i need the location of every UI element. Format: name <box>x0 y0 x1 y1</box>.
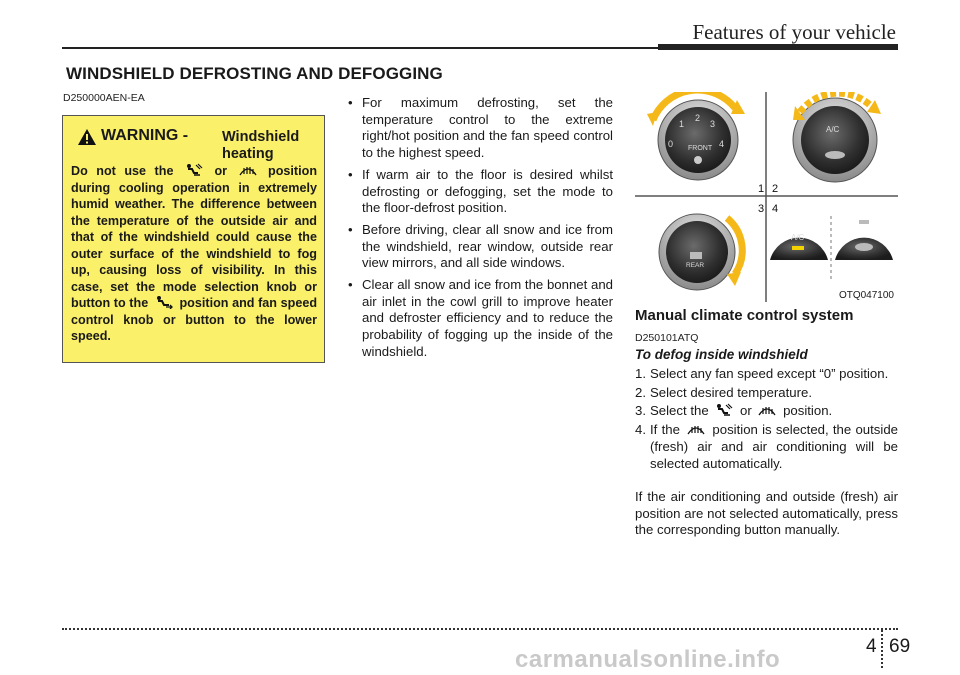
list-item: • For maximum defrosting, set the temperature control to the extreme right/hot position and the fan speed control to the highest speed. <box>348 95 613 162</box>
mode-knob <box>659 214 735 290</box>
defog-subheading: To defog inside windshield <box>635 347 808 362</box>
step-1-text: Select any fan speed except “0” position. <box>650 366 889 381</box>
step-3-text-c: position. <box>783 403 833 419</box>
list-item: 1. Select any fan speed except “0” position. <box>635 366 889 381</box>
floor-defrost-icon <box>184 163 204 177</box>
step-4-text-a: If the <box>650 422 680 438</box>
fan-icon <box>694 156 702 164</box>
header-rule-accent <box>658 44 898 50</box>
quadrant-label-2: 2 <box>772 183 779 195</box>
climate-control-illustration <box>635 92 898 302</box>
section-code: D250000AEN-EA <box>63 92 145 104</box>
list-item: 2. Select desired temperature. <box>635 384 812 400</box>
rear-label: REAR <box>686 262 705 269</box>
fan-tick-4: 4 <box>719 139 725 149</box>
step-3-text-b: or <box>740 403 752 419</box>
closing-paragraph: If the air conditioning and outside (fresh) air position are not selected automatically, press the corresponding button manually. <box>635 489 898 538</box>
fan-knob-label: FRONT <box>688 145 713 152</box>
warning-text-3: position during cooling operation in extremely humid weather. The difference between the temperature of the outside air and that of the windshield could cause the outer surface of the windshield to fog up, causing loss of visibility. In this case, set the mode selection knob or button to the <box>71 164 318 310</box>
warning-box <box>62 115 325 363</box>
warning-text-2: or <box>214 164 228 178</box>
fan-speed-knob <box>658 100 738 180</box>
fan-tick-2: 2 <box>695 113 701 123</box>
warning-text <box>71 163 317 345</box>
watermark: carmanualsonline.info <box>515 646 781 673</box>
list-item: 3. Select the or position. <box>635 403 833 419</box>
list-item: 4. If the position is selected, the outside (fresh) air and air conditioning will be selected automatically. <box>635 422 898 471</box>
quadrant-label-1: 1 <box>758 183 765 195</box>
manual-climate-heading: Manual climate control system <box>635 307 854 324</box>
header-title: Features of your vehicle <box>692 20 896 44</box>
warning-label: WARNING - <box>101 127 189 144</box>
page-separator <box>881 630 883 668</box>
defog-steps <box>635 366 898 474</box>
ac-label: A/C <box>826 125 840 134</box>
warning-triangle-icon <box>77 128 97 146</box>
climate-control-figure <box>635 92 898 302</box>
warning-subject: Windshield heating <box>222 129 300 162</box>
list-item: • Before driving, clear all snow and ice from the windshield, rear window, outside rear view mirrors, and all side windows. <box>348 222 613 272</box>
warning-text-4: position and fan speed control knob or button to the lower speed. <box>71 296 318 343</box>
footer-rule <box>62 628 898 630</box>
floor-mode-icon <box>154 295 174 309</box>
defrost-icon <box>238 163 258 177</box>
page-number: 69 <box>889 636 911 657</box>
fan-tick-1: 1 <box>679 119 685 129</box>
fan-tick-3: 3 <box>710 119 716 129</box>
figure-code: OTQ047100 <box>838 290 894 301</box>
page-chapter: 4 <box>866 636 877 657</box>
warning-text-1: Do not use the <box>71 164 174 178</box>
step-2-text: Select desired temperature. <box>650 384 812 400</box>
ac-button-detail <box>770 216 893 282</box>
list-item: • Clear all snow and ice from the bonnet and air inlet in the cowl grill to improve heater and defroster efficiency and to reduce the probability of fogging up the inside of the windshield. <box>348 277 613 361</box>
floor-defrost-icon <box>714 403 734 417</box>
fan-tick-0: 0 <box>668 139 674 149</box>
defrost-tips-list <box>348 95 613 366</box>
ac-button-label: A/C <box>791 233 805 242</box>
list-item: • If warm air to the floor is desired whilst defrosting or defogging, set the mode to the floor-defrost position. <box>348 167 613 217</box>
step-3-text-a: Select the <box>650 403 709 419</box>
manual-climate-code: D250101ATQ <box>635 332 699 344</box>
quadrant-label-4: 4 <box>772 203 779 215</box>
quadrant-label-3: 3 <box>758 203 765 215</box>
defrost-icon <box>686 422 706 436</box>
section-title: WINDSHIELD DEFROSTING AND DEFOGGING <box>66 64 443 83</box>
defrost-icon <box>757 403 777 417</box>
step-4-text-b: position is selected, the outside (fresh) air and air conditioning will be selected automatically. <box>650 422 898 471</box>
